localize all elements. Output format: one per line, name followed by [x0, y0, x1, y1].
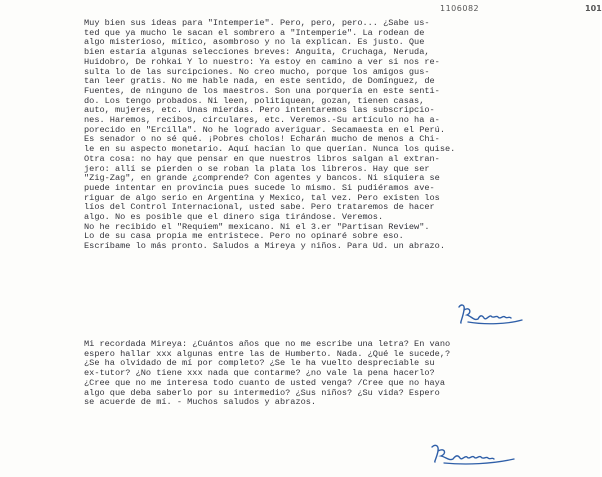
letter-paragraph-main: Muy bien sus ideas para "Intemperie". Pero, pero, pero... ¿Sabe us- ted que ya mucho le sacan el sombrero a "Intemperie". La rodean de algo misterioso, mítico, asombroso y no la explican. Es justo. Que bien estaría algunas selecciones breves: Anguita, Cruchaga, Neruda, Huidobro, De rohkai Y lo nuestro: Ya estoy en camino a ver si nos re- sulta lo de las surcipciones. No creo mucho, porque los amigos gus- tan leer gratis. No me hable nada, en este sentido, de Domínguez, de Fuentes, de ninguno de los maestros. Son una porquería en este senti- do. Los tengo probados. Ni leen, politiquean, gozan, tienen casas, auto, mujeres, etc. Unas mierdas. Pero intentaremos las subscripcio- nes. Haremos, recibos, circulares, etc. Veremos.-Su artículo no ha a- porecido en "Ercilla". No he logrado averiguar. Secamaesta en el Perú. Es senador o no sé qué. ¡Pobres cholos! Echarán mucho de menos a Chi- le en su aspecto monetario. Aquí hacían lo que querían. Nunca los quise. Otra cosa: no hay que pensar en que nuestros libros salgan al extran- jero: allí se pierden o se roban la plata los libreros. Hay que ser "Zig-Zag", en grande ¿comprende? Con agentes y bancos. Ni siquiera se puede intentar en provincia pues sucede lo mismo. Si pudiéramos ave- riguar de algo serio en Argentina y Mexico, tal vez. Pero existen los líos del Control Internacional, usted sabe. Pero trataremos de hacer algo. No es posible que el dinero siga tirándose. Veremos. No he recibido el "Requiem" mexicano. Ni el 3.er "Partisan Review". Lo de su casa propia me entristece. Pero no opinaré sobre eso. Escríbame lo más pronto. Saludos a Mireya y niños. Para Ud. un abrazo. [84, 18, 456, 252]
archive-id-stamp: 1106082 [440, 4, 480, 13]
page-number: 101 [585, 4, 602, 13]
signature-mark-icon [456, 301, 526, 327]
signature-mark-icon [428, 442, 518, 466]
letter-paragraph-mireya: Mi recordada Mireya: ¿Cuántos años que no me escribe una letra? En vano espero hallar xxx algunas entre las de Humberto. Nada. ¿Qué le sucede,? ¿Se ha olvidado de mí por completo? ¿Se le ha vuelto despreciable su ex-tutor? ¿No tiene xxx nada que contarme? ¿no vale la pena hacerlo? ¿Cree que no me interesa todo cuanto de usted venga? /Cree que no haya algo que deba saberlo por su intermedio? ¿Sus niños? ¿Su vida? Espero se acuerde de mí. - Muchos saludos y abrazos. [84, 339, 451, 408]
